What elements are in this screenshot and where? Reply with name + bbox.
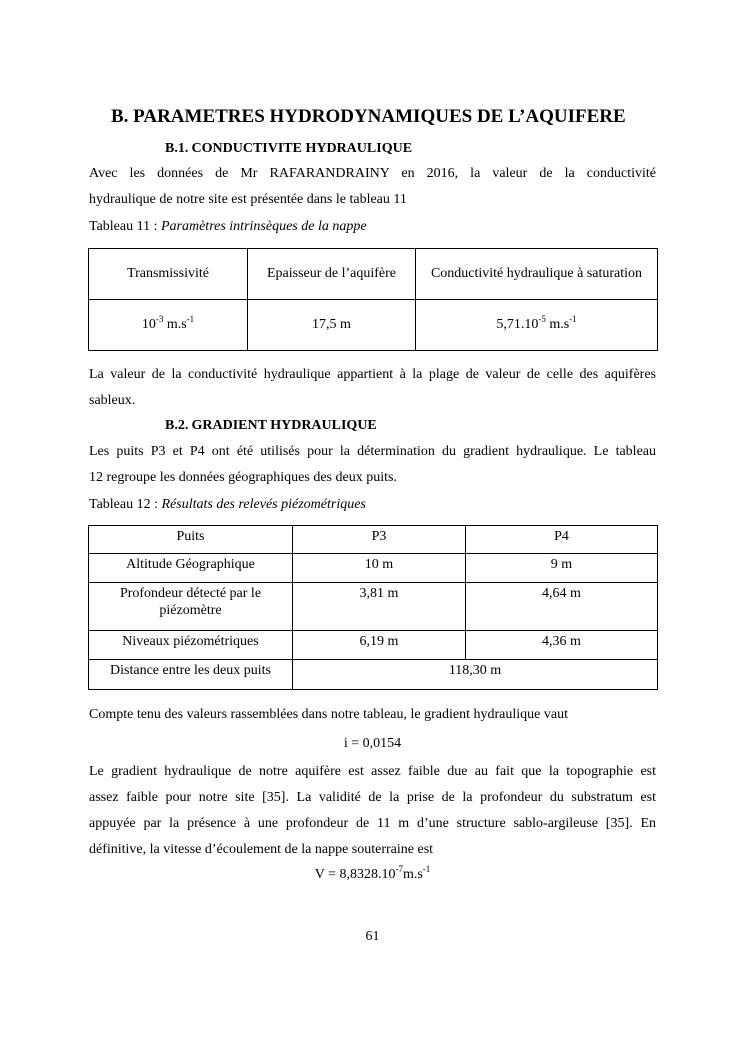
caption-title: Résultats des relevés piézométriques bbox=[161, 497, 366, 512]
header-cell: P4 bbox=[466, 526, 658, 554]
subsection-heading-conductivity bbox=[165, 141, 412, 157]
row-value: 4,36 m bbox=[466, 631, 658, 660]
paragraph-line: La valeur de la conductivité hydraulique appartient à la plage de valeur de celle des aquifères bbox=[89, 367, 656, 382]
paragraph-line: Avec les données de Mr RAFARANDRAINY en 2016, la valeur de la conductivité bbox=[89, 166, 656, 181]
paragraph-gradient-intro: Compte tenu des valeurs rassemblées dans notre tableau, le gradient hydraulique vaut bbox=[89, 707, 568, 722]
table-row bbox=[89, 631, 658, 660]
table-row bbox=[89, 300, 658, 351]
paragraph-conductivity-range bbox=[89, 362, 656, 414]
header-transmissivity: Transmissivité bbox=[89, 249, 248, 300]
row-value: 4,64 m bbox=[466, 583, 658, 631]
row-label: Distance entre les deux puits bbox=[89, 660, 293, 690]
row-value: 3,81 m bbox=[293, 583, 466, 631]
distance-value: 118,30 m bbox=[293, 660, 658, 690]
paragraph-line: Les puits P3 et P4 ont été utilisés pour la détermination du gradient hydraulique. Le tableau bbox=[89, 444, 656, 459]
equation-velocity: $V = 8,8328.10^{-7}m.s^{-1}$ bbox=[314, 864, 431, 882]
row-value: 6,19 m bbox=[293, 631, 466, 660]
paragraph-line: assez faible pour notre site [35]. La validité de la prise de la profondeur du substratum est bbox=[89, 790, 656, 805]
caption-prefix: Tableau 12 : bbox=[89, 497, 162, 512]
table-header-row bbox=[89, 249, 658, 300]
table-row bbox=[89, 583, 658, 631]
paragraph-line: 12 regroupe les données géographiques des deux puits. bbox=[89, 470, 397, 485]
subsection-heading-gradient bbox=[165, 418, 377, 434]
caption-prefix: Tableau 11 : bbox=[89, 219, 161, 234]
table-11 bbox=[88, 248, 658, 351]
cell-conductivity: $5,71.10^{-5}$ $m.s^{-1}$ bbox=[416, 300, 658, 351]
paragraph-intro bbox=[89, 161, 656, 213]
cell-thickness: 17,5 m bbox=[248, 300, 416, 351]
paragraph-line: hydraulique de notre site est présentée dans le tableau 11 bbox=[89, 192, 407, 207]
paragraph-wells bbox=[89, 439, 656, 491]
header-conductivity: Conductivité hydraulique à saturation bbox=[416, 249, 658, 300]
paragraph-line: Le gradient hydraulique de notre aquifère est assez faible due au fait que la topographie est bbox=[89, 764, 656, 779]
row-value: 9 m bbox=[466, 554, 658, 583]
table-12 bbox=[88, 525, 658, 690]
table-header-row bbox=[89, 526, 658, 554]
equation-gradient: i = 0,0154 bbox=[343, 736, 402, 751]
header-cell: Puits bbox=[89, 526, 293, 554]
paragraph-line: sableux. bbox=[89, 393, 136, 408]
paragraph-line: appuyée par la présence à une profondeur de 11 m d’une structure sablo-argileuse [35]. En bbox=[89, 816, 656, 831]
row-label: Profondeur détecté par le piézomètre bbox=[89, 583, 293, 631]
caption-title: Paramètres intrinsèques de la nappe bbox=[160, 219, 367, 234]
row-label: Niveaux piézométriques bbox=[89, 631, 293, 660]
page-number: 61 bbox=[365, 929, 380, 944]
header-thickness: Epaisseur de l’aquifère bbox=[248, 249, 416, 300]
subsection-number: B.1. bbox=[165, 141, 189, 156]
header-cell: P3 bbox=[293, 526, 466, 554]
table-row bbox=[89, 660, 658, 690]
subsection-title: GRADIENT HYDRAULIQUE bbox=[191, 418, 377, 433]
section-title: B. PARAMETRES HYDRODYNAMIQUES DE L’AQUIFERE bbox=[111, 106, 626, 127]
row-value: 10 m bbox=[293, 554, 466, 583]
table-12-caption bbox=[89, 497, 366, 513]
paragraph-line: définitive, la vitesse d’écoulement de la nappe souterraine est bbox=[89, 842, 434, 857]
row-label: Altitude Géographique bbox=[89, 554, 293, 583]
table-11-caption bbox=[89, 219, 367, 235]
table-row bbox=[89, 554, 658, 583]
subsection-title: CONDUCTIVITE HYDRAULIQUE bbox=[191, 141, 413, 156]
cell-transmissivity: $10^{-3}$ $m.s^{-1}$ bbox=[89, 300, 248, 351]
subsection-number: B.2. bbox=[165, 418, 189, 433]
paragraph-gradient-discussion bbox=[89, 759, 656, 863]
